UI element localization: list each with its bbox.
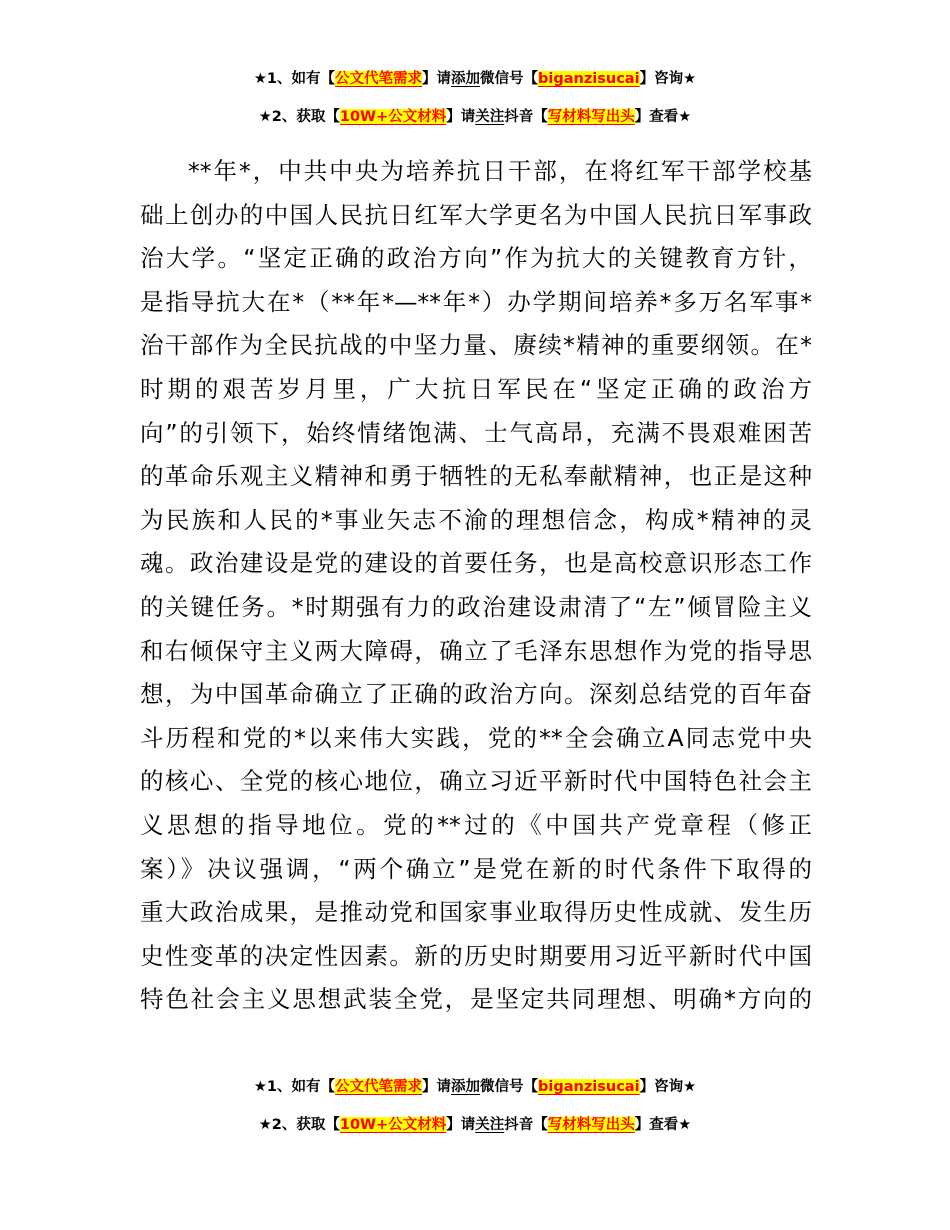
paragraph-line: **年*，中共中央为培养抗日干部，在将红军干部学校基 <box>188 157 812 185</box>
promo-text: 】查看★ <box>634 109 692 125</box>
paragraph-line: 魂。政治建设是党的建设的首要任务，也是高校意识形态工作 <box>140 549 812 578</box>
promo-highlight-douyin-account: 写材料写出头 <box>547 1117 635 1133</box>
paragraph-line: 治干部作为全民抗战的中坚力量、赓续*精神的重要纲领。在* <box>140 331 812 360</box>
promo-text: ★1、如有【 <box>253 1079 336 1095</box>
promo-text: 】请 <box>446 109 476 125</box>
header-promo-line-1 <box>0 68 950 90</box>
promo-text: 】请 <box>422 1079 452 1095</box>
promo-underlined-action: 添加 <box>451 71 481 87</box>
paragraph-line: 和右倾保守主义两大障碍，确立了毛泽东思想作为党的指导思 <box>140 636 812 665</box>
paragraph-line: 特色社会主义思想武装全党，是坚定共同理想、明确*方向的 <box>140 985 812 1014</box>
paragraph-line: 是指导抗大在*（**年*—**年*）办学期间培养*多万名军事* <box>140 287 812 316</box>
promo-highlight-service: 公文代笔需求 <box>335 1079 423 1095</box>
paragraph-line: 础上创办的中国人民抗日红军大学更名为中国人民抗日军事政 <box>140 200 812 229</box>
promo-text: ★1、如有【 <box>253 71 336 87</box>
body-paragraph <box>140 150 812 1022</box>
promo-text: 】请 <box>422 71 452 87</box>
promo-text: ★2、获取【 <box>258 1117 340 1133</box>
paragraph-line: 的关键任务。*时期强有力的政治建设肃清了“左”倾冒险主义 <box>140 592 812 621</box>
promo-highlight-wechat-id: biganzisucai <box>538 71 640 87</box>
paragraph-line: 重大政治成果，是推动党和国家事业取得历史性成就、发生历 <box>140 898 812 927</box>
footer-promo-line-1 <box>0 1076 950 1098</box>
paragraph-line: 案）》决议强调，“两个确立”是党在新的时代条件下取得的 <box>140 854 812 883</box>
promo-highlight-materials: 10W+公文材料 <box>339 1117 447 1133</box>
footer-promo-line-2 <box>0 1114 950 1136</box>
promo-text: 微信号【 <box>480 71 539 87</box>
promo-underlined-action: 添加 <box>451 1079 481 1095</box>
header-promo-line-2 <box>0 106 950 128</box>
paragraph-line: 为民族和人民的*事业矢志不渝的理想信念，构成*精神的灵 <box>140 505 812 534</box>
paragraph-line: 向”的引领下，始终情绪饱满、士气高昂，充满不畏艰难困苦 <box>140 418 812 447</box>
promo-text: ★2、获取【 <box>258 109 340 125</box>
promo-text: 】查看★ <box>634 1117 692 1133</box>
paragraph-line: 斗历程和党的*以来伟大实践，党的**全会确立A同志党中央 <box>140 723 812 752</box>
paragraph-line: 治大学。“坚定正确的政治方向”作为抗大的关键教育方针， <box>140 244 812 273</box>
promo-text: 】请 <box>446 1117 476 1133</box>
promo-text: 抖音【 <box>504 109 548 125</box>
promo-underlined-action: 关注 <box>475 1117 505 1133</box>
paragraph-line: 的核心、全党的核心地位，确立习近平新时代中国特色社会主 <box>140 767 812 796</box>
promo-text: 】咨询★ <box>639 1079 697 1095</box>
paragraph-line: 史性变革的决定性因素。新的历史时期要用习近平新时代中国 <box>140 941 812 970</box>
paragraph-line: 想，为中国革命确立了正确的政治方向。深刻总结党的百年奋 <box>140 680 812 709</box>
promo-text: 】咨询★ <box>639 71 697 87</box>
paragraph-line: 的革命乐观主义精神和勇于牺牲的无私奉献精神，也正是这种 <box>140 462 812 491</box>
promo-highlight-materials: 10W+公文材料 <box>339 109 447 125</box>
paragraph-line: 义思想的指导地位。党的**过的《中国共产党章程（修正 <box>140 810 812 839</box>
promo-text: 抖音【 <box>504 1117 548 1133</box>
paragraph-line: 时期的艰苦岁月里，广大抗日军民在“坚定正确的政治方 <box>140 374 812 403</box>
promo-highlight-service: 公文代笔需求 <box>335 71 423 87</box>
promo-text: 微信号【 <box>480 1079 539 1095</box>
promo-highlight-douyin-account: 写材料写出头 <box>547 109 635 125</box>
promo-underlined-action: 关注 <box>475 109 505 125</box>
promo-highlight-wechat-id: biganzisucai <box>538 1079 640 1095</box>
